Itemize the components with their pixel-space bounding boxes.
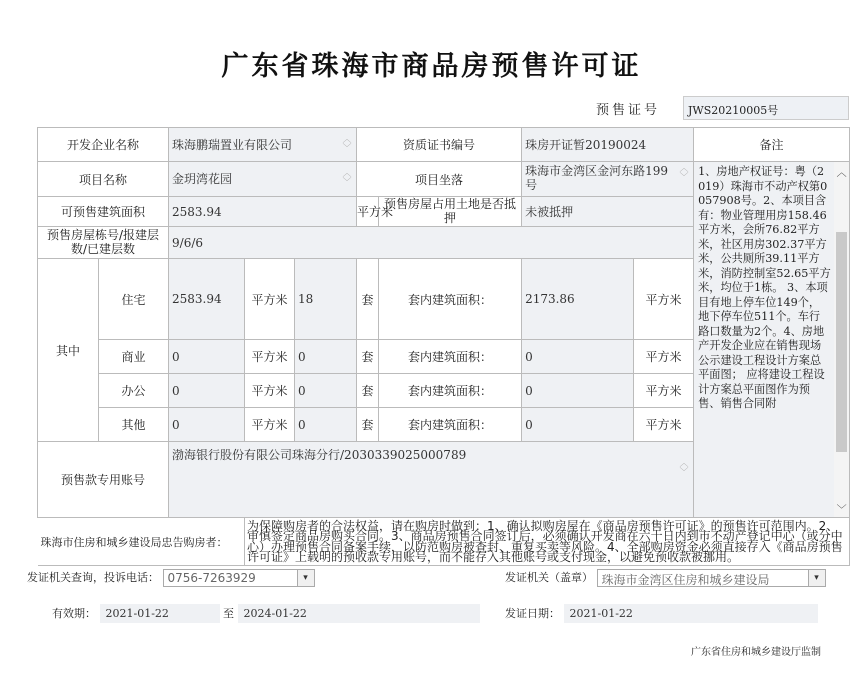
- breakdown-count[interactable]: 0: [295, 408, 357, 442]
- developer-label: 开发企业名称: [38, 128, 169, 162]
- project-location-label: 项目坐落: [357, 162, 522, 197]
- buildings-label: 预售房屋栋号/报建层数/已建层数: [38, 227, 169, 259]
- issuer-label: 发证机关（盖章）: [505, 571, 593, 584]
- notes-box[interactable]: [694, 162, 850, 518]
- issuer-value: 珠海市金湾区住房和城乡建设局: [601, 573, 770, 587]
- spin-icon[interactable]: ︿ ﹀: [679, 164, 689, 184]
- validity-label: 有效期：: [52, 607, 96, 620]
- account-value: 渤海银行股份有限公司珠海分行/2030339025000789: [172, 448, 467, 462]
- count-unit: 套: [357, 259, 379, 340]
- spin-icon[interactable]: ︿ ﹀: [342, 169, 352, 188]
- issuer-row: [505, 569, 826, 587]
- breakdown-area[interactable]: 0: [169, 374, 245, 408]
- presale-area-unit: 平方米: [357, 197, 379, 227]
- breakdown-count[interactable]: 0: [295, 374, 357, 408]
- complaint-row: [27, 569, 315, 587]
- cert-number-label: 预售证号: [595, 103, 660, 118]
- issue-date-value[interactable]: 2021-01-22: [564, 604, 818, 623]
- inner-area-field[interactable]: 0: [522, 408, 634, 442]
- issue-date-label: 发证日期：: [505, 607, 560, 620]
- notice-label: 珠海市住房和城乡建设局忠告购房者：: [38, 518, 245, 566]
- spin-icon[interactable]: ︿ ﹀: [679, 459, 689, 478]
- breakdown-area[interactable]: 0: [169, 340, 245, 374]
- account-field[interactable]: [169, 442, 694, 518]
- inner-area-label: 套内建筑面积：: [379, 259, 522, 340]
- account-label: 预售款专用账号: [38, 442, 169, 518]
- validity-to-label: 至: [223, 607, 234, 620]
- project-name-field[interactable]: [169, 162, 357, 197]
- count-unit: 套: [357, 340, 379, 374]
- inner-area-field[interactable]: 0: [522, 340, 634, 374]
- inner-area-label: 套内建筑面积：: [379, 408, 522, 442]
- developer-field[interactable]: [169, 128, 357, 162]
- project-location-value: 珠海市金湾区金河东路199号: [525, 164, 668, 192]
- scroll-thumb[interactable]: [836, 232, 847, 452]
- complaint-label: 发证机关查询，投诉电话：: [27, 571, 159, 584]
- buildings-field[interactable]: 9/6/6: [169, 227, 694, 259]
- breakdown-count[interactable]: 0: [295, 340, 357, 374]
- qualification-field[interactable]: 珠房开证暂20190024: [522, 128, 694, 162]
- inner-area-unit: 平方米: [634, 259, 694, 340]
- permit-table: [37, 127, 850, 566]
- issuer-select[interactable]: [597, 569, 826, 587]
- inner-area-unit: 平方米: [634, 374, 694, 408]
- page-title: 广东省珠海市商品房预售许可证: [221, 51, 642, 82]
- chevron-down-icon[interactable]: ▾: [297, 570, 314, 586]
- cert-number-field[interactable]: JWS20210005号: [683, 96, 849, 120]
- project-location-field[interactable]: [522, 162, 694, 197]
- inner-area-field[interactable]: 0: [522, 374, 634, 408]
- validity-from[interactable]: 2021-01-22: [100, 604, 220, 623]
- project-name-label: 项目名称: [38, 162, 169, 197]
- area-unit: 平方米: [251, 292, 288, 307]
- developer-value: 珠海鹏瑞置业有限公司: [172, 137, 293, 152]
- inner-area-label: 套内建筑面积：: [379, 374, 522, 408]
- scroll-up-icon[interactable]: ︿: [836, 168, 847, 179]
- area-unit: 平方米: [251, 418, 288, 432]
- project-name-value: 金玥湾花园: [172, 172, 233, 186]
- inner-area-field[interactable]: 2173.86: [522, 259, 634, 340]
- notes-header: 备注: [694, 128, 850, 162]
- spin-icon[interactable]: ︿ ﹀: [342, 134, 352, 154]
- complaint-value: 0756-7263929: [167, 571, 256, 585]
- issue-date-row: [505, 604, 818, 623]
- breakdown-area[interactable]: 0: [169, 408, 245, 442]
- breakdown-group-label: 其中: [38, 259, 99, 442]
- area-unit: 平方米: [251, 384, 288, 398]
- qualification-label: 资质证书编号: [357, 128, 522, 162]
- inner-area-label: 套内建筑面积：: [379, 340, 522, 374]
- mortgage-field[interactable]: 未被抵押: [522, 197, 694, 227]
- breakdown-area[interactable]: 2583.94: [169, 259, 245, 340]
- scroll-down-icon[interactable]: ﹀: [836, 505, 847, 516]
- complaint-select[interactable]: [163, 569, 315, 587]
- breakdown-type: 办公: [99, 374, 169, 408]
- validity-to[interactable]: 2024-01-22: [238, 604, 480, 623]
- breakdown-type: 住宅: [99, 259, 169, 340]
- chevron-down-icon[interactable]: ▾: [808, 570, 825, 586]
- notes-text: 1、房地产权证号：粤（2019）珠海市不动产权第0057908号。2、本项目含有：物业管理用房158.46平方米，会所76.82平方米，社区用房302.37平方米，公共厕所39.11平方米，消防控制室52.65平方米，均位于1栋。 3、本项目有地上停车位149个，地下停车位511个。车行路口数量为2个。4、房地产开发企业应在销售现场公示建设工程设计方案总平面图； 应将建设工程设计方案总平面图作为预售、销售合同附: [698, 165, 831, 410]
- footer-text: 广东省住房和城乡建设厅监制: [691, 647, 821, 658]
- breakdown-type: 其他: [99, 408, 169, 442]
- count-unit: 套: [357, 408, 379, 442]
- notes-scrollbar[interactable]: [834, 162, 849, 517]
- presale-area-field[interactable]: 2583.94: [169, 197, 357, 227]
- validity-row: [52, 604, 480, 623]
- inner-area-unit: 平方米: [634, 340, 694, 374]
- mortgage-label: 预售房屋占用土地是否抵押: [379, 197, 522, 227]
- inner-area-unit: 平方米: [634, 408, 694, 442]
- area-unit: 平方米: [251, 350, 288, 364]
- count-unit: 套: [357, 374, 379, 408]
- breakdown-count[interactable]: 18: [295, 259, 357, 340]
- notice-text: 为保障购房者的合法权益，请在购房时做到：1、确认拟购房屋在《商品房预售许可证》的预售许可范围内。2、审慎签定商品房购买合同。3、商品房预售合同签订后，必须确认开发商在六十日内到市不动产登记中心（或分中心）办理预售合同备案手续，以防范购房被查封、重复买卖等风险。4、全部购房资金必须直接存入《商品房预售许可证》上载明的预收款专用账号，而不能存入其他账号或支付现金，以避免预收款被挪用。: [245, 518, 850, 566]
- breakdown-type: 商业: [99, 340, 169, 374]
- presale-area-label: 可预售建筑面积: [38, 197, 169, 227]
